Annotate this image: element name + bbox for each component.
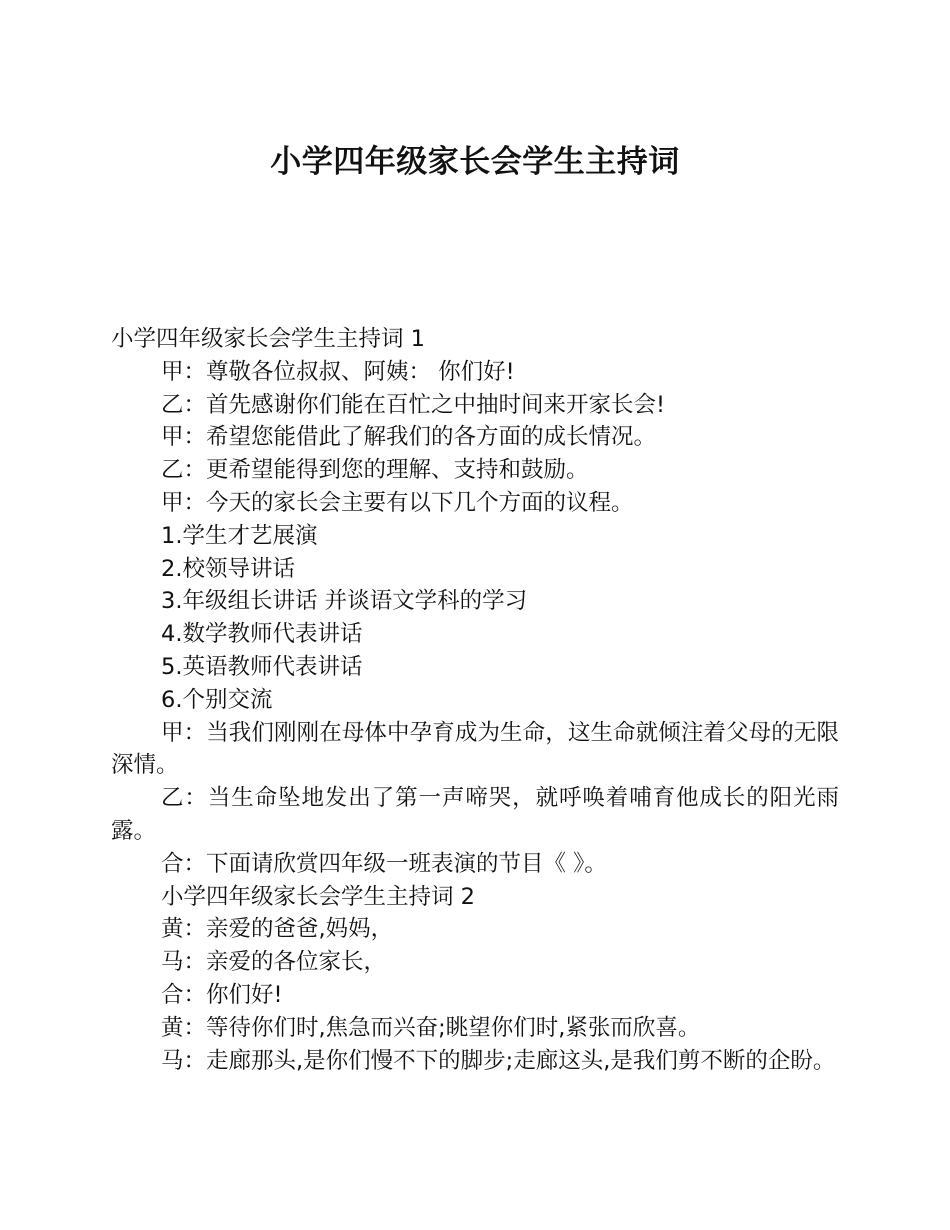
paragraph: 甲：今天的家长会主要有以下几个方面的议程。 <box>161 489 634 516</box>
paragraph: 马：亲爱的各位家长， <box>161 949 387 976</box>
paragraph: 甲：当我们刚刚在母体中孕育成为生命，这生命就倾注着父母的无限深情。 <box>111 719 839 779</box>
paragraph: 合：下面请欣赏四年级一班表演的节目《 》。 <box>161 850 607 877</box>
document-title: 小学四年级家长会学生主持词 <box>270 144 680 180</box>
paragraph: 合：你们好! <box>161 981 283 1008</box>
document-body <box>111 323 839 1077</box>
paragraph: 小学四年级家长会学生主持词 1 <box>111 326 425 352</box>
paragraph: 乙：更希望能得到您的理解、支持和鼓励。 <box>161 457 589 484</box>
paragraph: 2.校领导讲话 <box>161 555 295 582</box>
paragraph: 6.个别交流 <box>161 686 273 713</box>
paragraph: 5.英语教师代表讲话 <box>161 653 363 680</box>
paragraph: 小学四年级家长会学生主持词 2 <box>161 883 475 910</box>
paragraph: 黄：亲爱的爸爸,妈妈， <box>161 916 394 943</box>
paragraph: 甲：尊敬各位叔叔、阿姨： 你们好! <box>161 358 515 385</box>
paragraph: 黄：等待你们时,焦急而兴奋;眺望你们时,紧张而欣喜。 <box>161 1014 701 1041</box>
paragraph: 4.数学教师代表讲话 <box>161 621 363 648</box>
paragraph: 3.年级组长讲话 并谈语文学科的学习 <box>161 588 528 615</box>
paragraph: 1.学生才艺展演 <box>161 522 318 549</box>
paragraph: 甲：希望您能借此了解我们的各方面的成长情况。 <box>161 424 657 451</box>
paragraph: 乙：首先感谢你们能在百忙之中抽时间来开家长会! <box>161 391 666 418</box>
paragraph: 马：走廊那头,是你们慢不下的脚步;走廊这头,是我们剪不断的企盼。 <box>161 1047 836 1074</box>
paragraph: 乙：当生命坠地发出了第一声啼哭，就呼唤着哺育他成长的阳光雨露。 <box>111 785 839 844</box>
